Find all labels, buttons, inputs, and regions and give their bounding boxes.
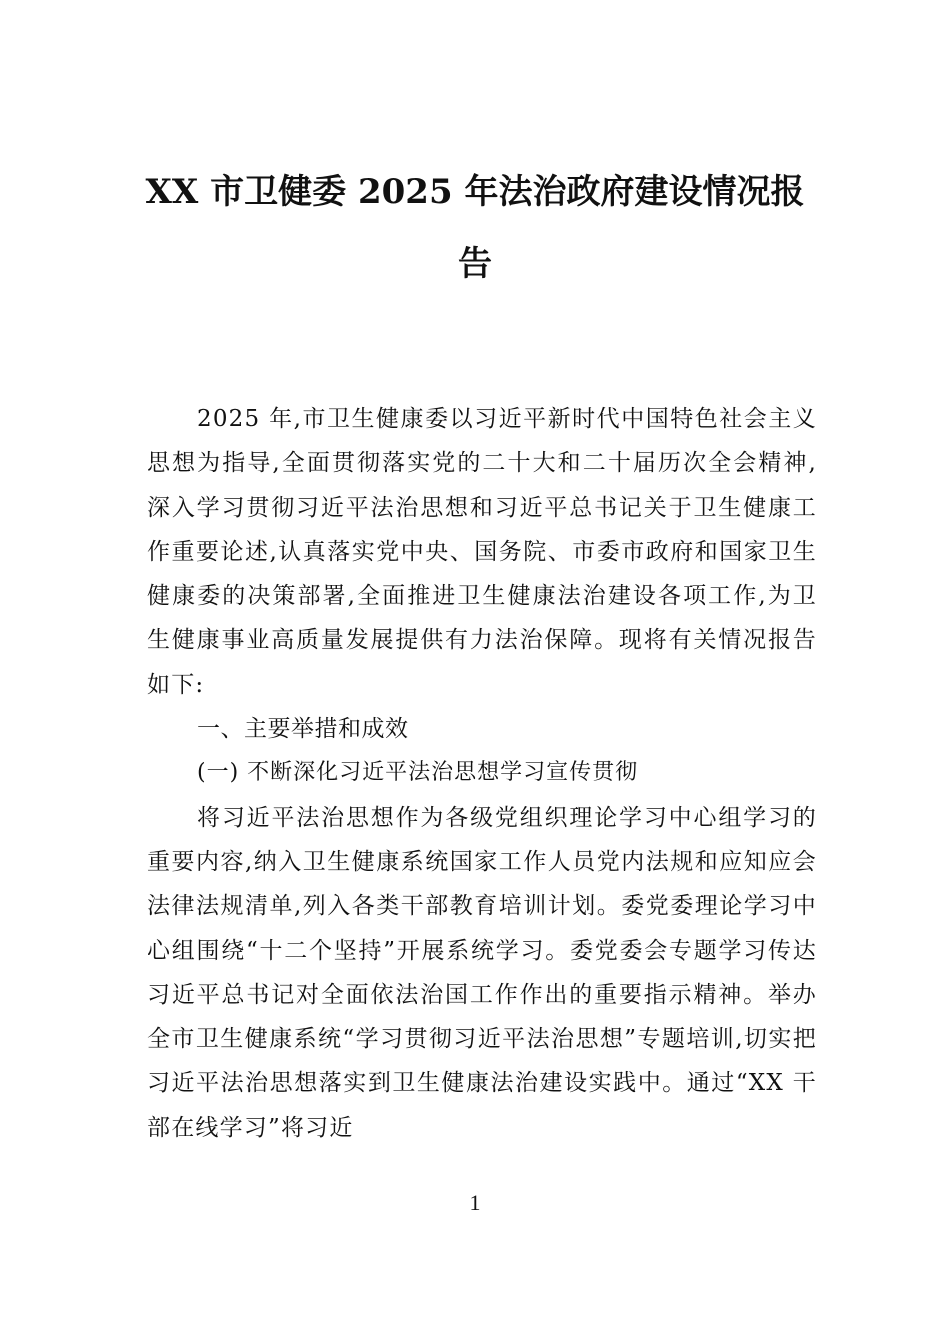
subsection-heading-1: (一) 不断深化习近平法治思想学习宣传贯彻 xyxy=(197,760,639,786)
intro-paragraph: 2025 年,市卫生健康委以习近平新时代中国特色社会主义思想为指导,全面贯彻落实党的二十大和二十届历次全会精神,深入学习贯彻习近平法治思想和习近平总书记关于卫生健康工作重要论述,认真落实党中央、国务院、市委市政府和国家卫生健康委的决策部署,全面推进卫生健康法治建设各项工作,为卫生健康事业高质量发展提供有力法治保障。现将有关情况报告如下: xyxy=(147,406,817,698)
document-title-line-2: 告 xyxy=(458,244,492,284)
document-body xyxy=(147,397,817,1150)
document-title-line-1: XX 市卫健委 2025 年法治政府建设情况报 xyxy=(145,172,805,212)
subsection-1-paragraph: 将习近平法治思想作为各级党组织理论学习中心组学习的重要内容,纳入卫生健康系统国家工作人员党内法规和应知应会法律法规清单,列入各类干部教育培训计划。委党委理论学习中心组围绕“十二个坚持”开展系统学习。委党委会专题学习传达习近平总书记对全面依法治国工作作出的重要指示精神。举办全市卫生健康系统“学习贯彻习近平法治思想”专题培训,切实把习近平法治思想落实到卫生健康法治建设实践中。通过“XX 干部在线学习”将习近 xyxy=(147,804,817,1141)
section-heading-1: 一、主要举措和成效 xyxy=(197,716,409,743)
page-number: 1 xyxy=(469,1190,481,1215)
